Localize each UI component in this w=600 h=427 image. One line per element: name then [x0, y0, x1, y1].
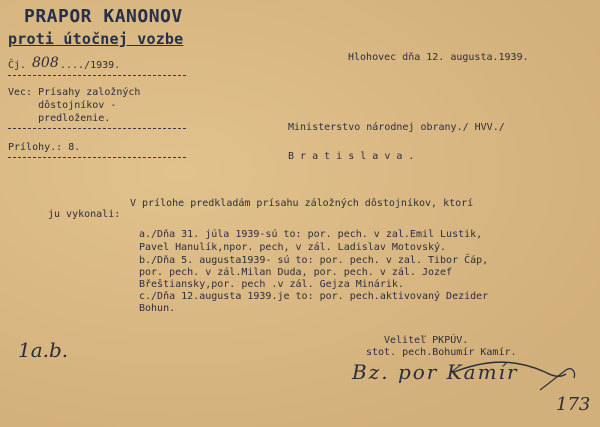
unit-stamp-line2: proti útočnej vozbe: [8, 30, 184, 48]
recipient-line-2: B r a t i s l a v a .: [288, 151, 415, 162]
subject-line-3: predloženie.: [8, 113, 111, 124]
body-item-c-2: Bohun.: [139, 303, 176, 314]
unit-stamp-line1: PRAPOR KANONOV: [24, 6, 183, 27]
subject-line-2: dôstojníkov -: [8, 100, 117, 111]
reference-prefix: Čj.: [8, 60, 27, 71]
body-item-a-2: Pavel Hanulík,npor. pech, v zál. Ladislav Motovský.: [139, 242, 447, 253]
subject-line-1: Vec: Prísahy založných: [8, 87, 141, 98]
body-item-b-2: por. pech. v zál.Milan Duda, por. pech. v zál. Jozef: [139, 267, 453, 278]
attachments: Prílohy.: 8.: [8, 142, 81, 153]
body-intro-1: V prílohe predkladám prísahu záložných dôstojníkov, ktorí: [130, 198, 474, 209]
page-number: 173: [556, 394, 591, 415]
signature-title: Veliteľ PKPÚV.: [384, 335, 469, 346]
recipient-line-1: Ministerstvo národnej obrany./ HVV./: [288, 122, 505, 133]
body-item-c-1: c./Dňa 12.augusta 1939.je to: por. pech.aktivovaný Dezider: [139, 291, 489, 302]
handwritten-signature: Bz. por Kamír: [352, 360, 519, 384]
body-item-a-1: a./Dňa 31. júla 1939-sú to: por. pech. v zal.Emil Lustik,: [139, 229, 483, 240]
body-item-b-1: b./Dňa 5. augusta1939- sú to: por. pech. v zal. Tibor Čáp,: [139, 255, 489, 266]
place-date: Hlohovec dňa 12. augusta.1939.: [348, 52, 529, 63]
reference-number: 808: [32, 55, 59, 71]
signature-name: stot. pech.Bohumír Kamír.: [366, 347, 517, 358]
body-intro-2: ju vykonali:: [48, 209, 121, 220]
margin-note: 1a.b.: [18, 338, 69, 362]
signature-flourish: [454, 362, 566, 376]
body-item-b-3: Břeštiansky,por. pech .v zál. Gejza Minárik.: [139, 279, 404, 290]
reference-suffix: ..../1939.: [60, 60, 121, 71]
